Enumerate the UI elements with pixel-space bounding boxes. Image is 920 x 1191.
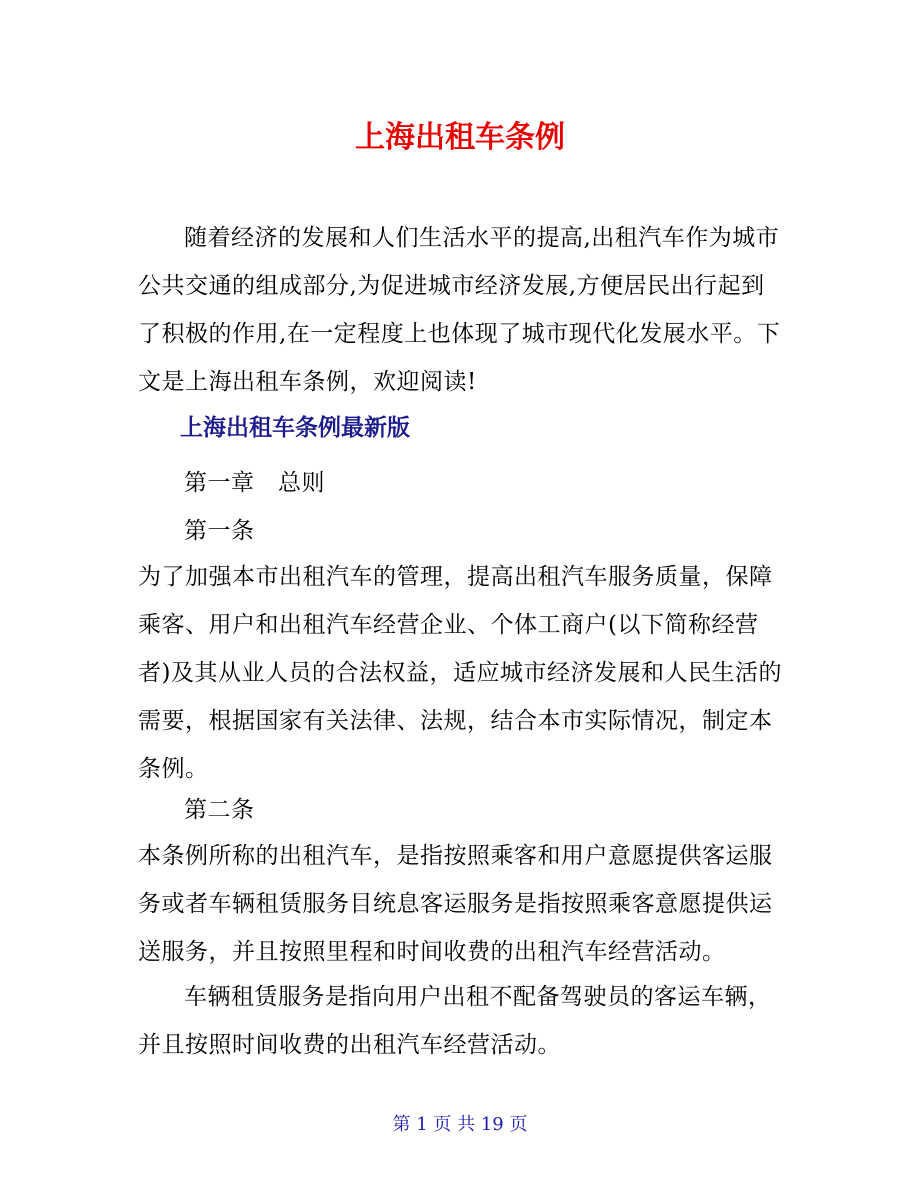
article-2-text-continued: 车辆租赁服务是指向用户出租不配备驾驶员的客运车辆，并且按照时间收费的出租汽车经营活动。 <box>138 984 772 1058</box>
intro-paragraph: 随着经济的发展和人们生活水平的提高,出租汽车作为城市公共交通的组成部分,为促进城市经济发展,方便居民出行起到了积极的作用,在一定程度上也体现了城市现代化发展水平。下文是上海出租车条例，欢迎阅读! <box>138 225 781 395</box>
document-title: 上海出租车条例 <box>355 120 565 155</box>
article-1-text: 为了加强本市出租汽车的管理，提高出租汽车服务质量，保障乘客、用户和出租汽车经营企业、个体工商户(以下简称经营者)及其从业人员的合法权益，适应城市经济发展和人民生活的需要，根据国家有关法律、法规，结合本市实际情况，制定本条例。 <box>138 564 782 782</box>
chapter-heading: 第一章 总则 <box>184 470 325 496</box>
page-number-footer: 第 1 页 共 19 页 <box>392 1114 528 1135</box>
article-1-heading: 第一条 <box>184 518 255 544</box>
article-2-heading: 第二条 <box>184 797 255 823</box>
section-subtitle: 上海出租车条例最新版 <box>180 415 410 441</box>
article-2-text: 本条例所称的出租汽车，是指按照乘客和用户意愿提供客运服务或者车辆租赁服务目统息客运服务是指按照乘客意愿提供运送服务，并且按照里程和时间收费的出租汽车经营活动。 <box>138 843 773 965</box>
